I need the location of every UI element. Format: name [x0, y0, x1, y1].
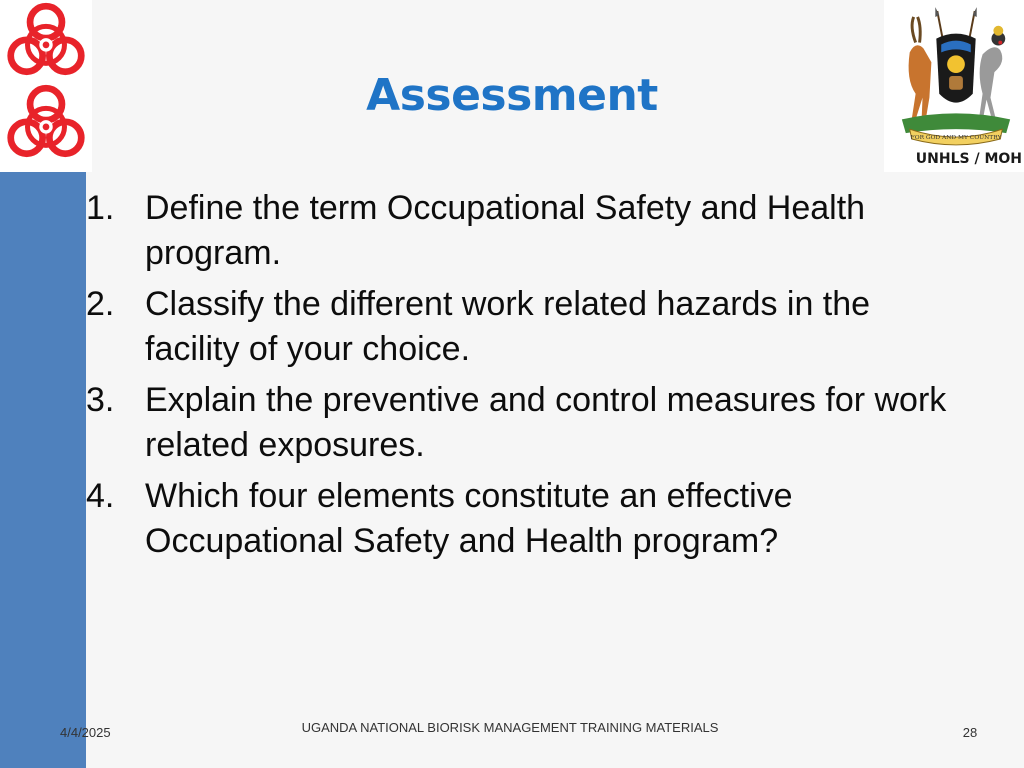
footer-date: 4/4/2025	[60, 725, 111, 740]
page-number: 28	[962, 725, 978, 740]
question-number: 3.	[86, 381, 115, 419]
coat-of-arms-logo	[884, 0, 1024, 172]
question-text: Which four elements constitute an effective Occupational Safety and Health program?	[145, 477, 793, 560]
crest-caption: UNHLS / MOH	[915, 151, 1022, 167]
svg-text:FOR GOD AND MY COUNTRY: FOR GOD AND MY COUNTRY	[910, 135, 1002, 142]
question-list	[86, 186, 966, 570]
question-text: Define the term Occupational Safety and Health program.	[145, 189, 866, 272]
question-item	[86, 186, 966, 276]
question-number: 1.	[86, 189, 115, 227]
question-number: 2.	[86, 285, 115, 323]
question-item	[86, 378, 966, 468]
biohazard-icon	[2, 84, 90, 168]
slide-title: Assessment	[366, 70, 658, 121]
question-item	[86, 474, 966, 564]
coat-of-arms-icon	[892, 2, 1020, 152]
side-accent-bar	[0, 170, 86, 768]
biohazard-logo	[0, 0, 92, 172]
question-text: Explain the preventive and control measures for work related exposures.	[145, 381, 947, 464]
question-text: Classify the different work related hazards in the facility of your choice.	[145, 285, 871, 368]
footer-title: UGANDA NATIONAL BIORISK MANAGEMENT TRAINING MATERIALS	[301, 720, 719, 735]
question-item	[86, 282, 966, 372]
question-number: 4.	[86, 477, 115, 515]
biohazard-icon	[2, 2, 90, 86]
